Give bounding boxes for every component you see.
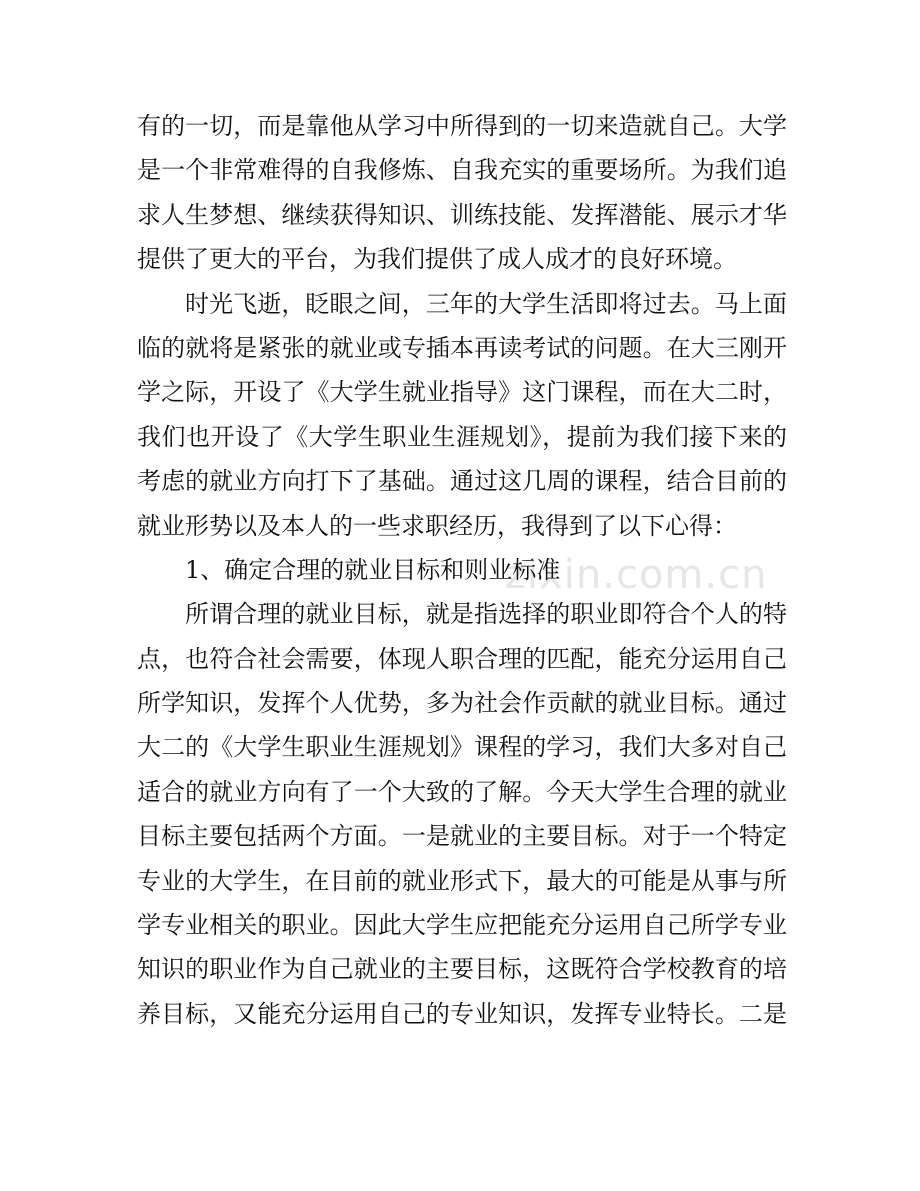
text-line: 大二的《大学生职业生涯规划》课程的学习，我们大多对自己 bbox=[137, 733, 787, 762]
text-line: 就业形势以及本人的一些求职经历，我得到了以下心得： bbox=[137, 511, 737, 540]
text-line: 所学知识，发挥个人优势，多为社会作贡献的就业目标。通过 bbox=[137, 689, 787, 718]
text-line: 是一个非常难得的自我修炼、自我充实的重要场所。为我们追 bbox=[137, 156, 787, 185]
text-line: 学之际，开设了《大学生就业指导》这门课程，而在大二时， bbox=[137, 378, 787, 407]
text-line: 专业的大学生，在目前的就业形式下，最大的可能是从事与所 bbox=[137, 866, 787, 895]
text-line: 时光飞逝，眨眼之间，三年的大学生活即将过去。马上面 bbox=[185, 289, 787, 318]
text-line: 适合的就业方向有了一个大致的了解。今天大学生合理的就业 bbox=[137, 777, 787, 806]
text-line: 点，也符合社会需要，体现人职合理的匹配，能充分运用自己 bbox=[137, 644, 787, 673]
text-line: 有的一切，而是靠他从学习中所得到的一切来造就自己。大学 bbox=[137, 112, 787, 140]
body-text bbox=[137, 104, 787, 1036]
watermark: zixin.com.cn bbox=[505, 552, 768, 598]
text-line: 养目标，又能充分运用自己的专业知识，发挥专业特长。二是 bbox=[137, 999, 787, 1028]
text-line: 知识的职业作为自己就业的主要目标，这既符合学校教育的培 bbox=[137, 955, 787, 984]
text-line: 考虑的就业方向打下了基础。通过这几周的课程，结合目前的 bbox=[137, 467, 787, 496]
text-line: 提供了更大的平台，为我们提供了成人成才的良好环境。 bbox=[137, 245, 737, 274]
text-line: 所谓合理的就业目标，就是指选择的职业即符合个人的特 bbox=[185, 600, 787, 629]
text-line: 临的就将是紧张的就业或专插本再读考试的问题。在大三刚开 bbox=[137, 333, 787, 362]
text-line: 学专业相关的职业。因此大学生应把能充分运用自己所学专业 bbox=[137, 911, 787, 940]
text-line: 求人生梦想、继续获得知识、训练技能、发挥潜能、展示才华 bbox=[137, 200, 787, 229]
text-line: 目标主要包括两个方面。一是就业的主要目标。对于一个特定 bbox=[137, 822, 787, 851]
text-line: 1、确定合理的就业目标和则业标准 bbox=[185, 555, 561, 584]
text-line: 我们也开设了《大学生职业生涯规划》，提前为我们接下来的 bbox=[137, 422, 787, 451]
